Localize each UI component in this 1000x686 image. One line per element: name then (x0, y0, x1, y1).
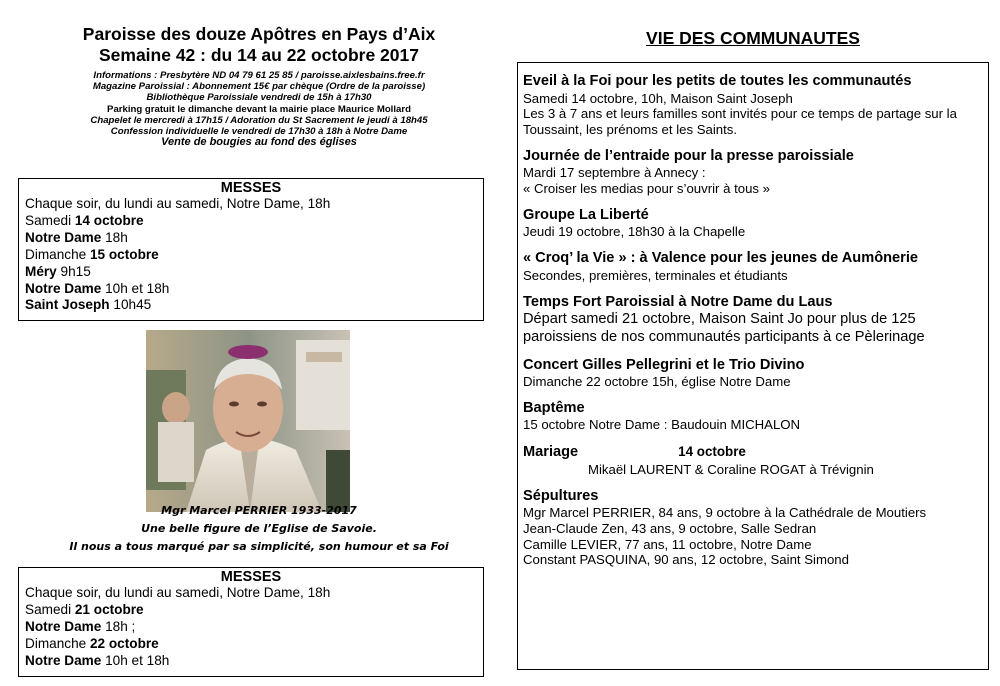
section-title: Groupe La Liberté (523, 206, 649, 223)
mariage-date: 14 octobre (678, 444, 746, 460)
masses-sunday: Dimanche 15 octobre (25, 246, 159, 262)
section-text: Jean-Claude Zen, 43 ans, 9 octobre, Salle Sedran (523, 520, 817, 536)
masses-title: MESSES (220, 569, 282, 585)
section-title: Mariage 14 octobre (523, 444, 746, 461)
parish-title: Paroisse des douze Apôtres en Pays d’Aix (82, 24, 436, 44)
masses-line: Notre Dame 18h ; (25, 618, 136, 634)
info-line: Vente de bougies au fond des églises (161, 136, 357, 149)
section-title: « Croq’ la Vie » : à Valence pour les jeunes de Aumônerie (523, 250, 918, 267)
section-text: Dimanche 22 octobre 15h, église Notre Dame (523, 374, 791, 390)
info-line: Confession individuelle le vendredi de 17h30 à 18h à Notre Dame (110, 126, 408, 138)
section-text: Jeudi 19 octobre, 18h30 à la Chapelle (523, 224, 746, 240)
section-text: Camille LEVIER, 77 ans, 11 octobre, Notre Dame (523, 536, 812, 552)
section-text: Les 3 à 7 ans et leurs familles sont invités pour ce temps de partage sur la Toussaint, les prénoms et les Saints. (523, 106, 957, 138)
section-mariage (523, 443, 983, 477)
info-line: Parking gratuit le dimanche devant la mairie place Maurice Mollard (107, 103, 411, 115)
section-text: 15 octobre Notre Dame : Baudouin MICHALON (523, 417, 801, 433)
masses-box-week2 (18, 567, 484, 677)
masses-saturday: Samedi 14 octobre (25, 212, 144, 228)
section-liberte (523, 207, 983, 240)
masses-daily: Chaque soir, du lundi au samedi, Notre Dame, 18h (25, 585, 331, 600)
caption-line: Mgr Marcel PERRIER 1933-2017 (161, 504, 357, 517)
masses-daily: Chaque soir, du lundi au samedi, Notre Dame, 18h (25, 196, 331, 211)
section-bapteme (523, 400, 983, 433)
community-life-box (517, 62, 989, 670)
section-text: Départ samedi 21 octobre, Maison Saint Jo pour plus de 125 paroissiens de nos communautés participants à ce Pèlerinage (523, 311, 925, 345)
section-text: « Croiser les medias pour s’ouvrir à tous » (523, 181, 771, 197)
masses-saturday: Samedi 21 octobre (25, 601, 144, 617)
info-line: Bibliothèque Paroissiale vendredi de 15h à 17h30 (146, 92, 372, 104)
section-entraide (523, 148, 983, 197)
masses-line: Méry 9h15 (25, 263, 91, 279)
bishop-portrait-image (146, 330, 350, 512)
section-notre-dame-du-laus (523, 294, 983, 347)
section-text: Mgr Marcel PERRIER, 84 ans, 9 octobre à la Cathédrale de Moutiers (523, 505, 927, 521)
masses-line: Notre Dame 18h (25, 229, 128, 245)
section-title: Temps Fort Paroissial à Notre Dame du Laus (523, 293, 833, 310)
section-title: Sépultures (523, 487, 599, 504)
section-concert (523, 357, 983, 390)
info-line: Chapelet le mercredi à 17h15 / Adoration du St Sacrement le jeudi à 18h45 (90, 114, 428, 126)
section-text: Secondes, premières, terminales et étudiants (523, 267, 788, 283)
masses-box-week1 (18, 178, 484, 321)
masses-line: Notre Dame 10h et 18h (25, 280, 170, 296)
bishop-photo (146, 330, 350, 512)
section-croq-la-vie (523, 250, 983, 283)
masses-line: Notre Dame 10h et 18h (25, 652, 170, 668)
info-line: Magazine Paroissial : Abonnement 15€ par chèque (Ordre de la paroisse) (92, 81, 426, 93)
section-title: Baptême (523, 399, 585, 416)
community-life-title: VIE DES COMMUNAUTES (646, 28, 860, 48)
info-line: Informations : Presbytère ND 04 79 61 25 85 / paroisse.aixlesbains.free.fr (93, 70, 425, 81)
section-title: Concert Gilles Pellegrini et le Trio Divino (523, 356, 805, 373)
masses-sunday: Dimanche 22 octobre (25, 635, 159, 651)
left-column (18, 24, 500, 668)
section-text: Samedi 14 octobre, 10h, Maison Saint Joseph (523, 90, 793, 106)
caption-line: Une belle figure de l’Eglise de Savoie. (141, 522, 377, 535)
section-text: Constant PASQUINA, 90 ans, 12 octobre, Saint Simond (523, 552, 849, 568)
photo-caption (18, 502, 500, 556)
section-title: Eveil à la Foi pour les petits de toutes les communautés (523, 73, 912, 89)
section-text: Mikaël LAURENT & Coraline ROGAT à Trévignin (588, 461, 874, 477)
section-sepultures (523, 488, 983, 569)
info-block (18, 70, 500, 148)
masses-line: Saint Joseph 10h45 (25, 297, 152, 313)
caption-line: Il nous a tous marqué par sa simplicité, son humour et sa Foi (69, 540, 449, 553)
section-text: Mardi 17 septembre à Annecy : (523, 165, 706, 181)
week-title: Semaine 42 : du 14 au 22 octobre 2017 (98, 45, 419, 65)
section-title: Journée de l’entraide pour la presse paroissiale (523, 147, 854, 164)
section-eveil (523, 73, 983, 138)
masses-title: MESSES (220, 180, 282, 196)
